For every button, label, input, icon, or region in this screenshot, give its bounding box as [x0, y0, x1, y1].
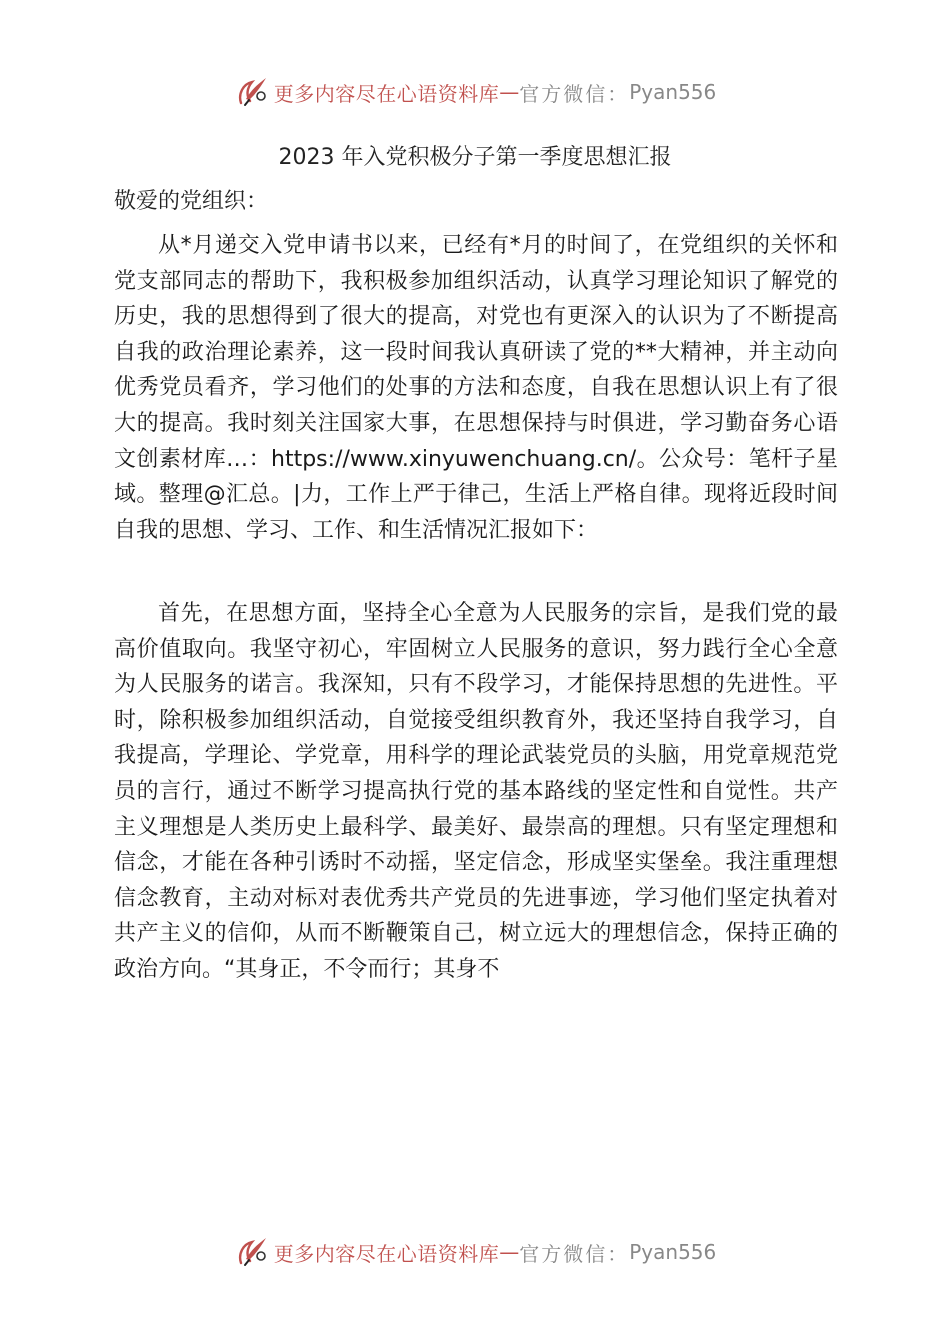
footer-banner	[0, 1232, 950, 1272]
paragraph-text: 首先，在思想方面，坚持全心全意为人民服务的宗旨，是我们党的最高价值取向。我坚守初心，牢固树立人民服务的意识，努力践行全心全意为人民服务的诺言。我深知，只有不段学习，才能保持思想的先进性。平时，除积极参加组织活动，自觉接受组织教育外，我还坚持自我学习，自我提高，学理论、学党章，用科学的理论武装党员的头脑，用党章规范党员的言行，通过不断学习提高执行党的基本路线的坚定性和自觉性。共产主义理想是人类历史上最科学、最美好、最崇高的理想。只有坚定理想和信念，才能在各种引诱时不动摇，坚定信念，形成坚实堡垒。我注重理想信念教育，主动对标对表优秀共产党员的先进事迹，学习他们坚定执着对共产主义的信仰，从而不断鞭策自己，树立远大的理想信念，保持正确的政治方向。“其身正，不令而行；其身不	[114, 601, 838, 982]
wechat-id: Pyan556	[629, 80, 717, 104]
quill-pen-logo-icon	[234, 74, 270, 110]
paragraph-text: 从*月递交入党申请书以来，已经有*月的时间了，在党组织的关怀和党支部同志的帮助下，我积极参加组织活动，认真学习理论知识了解党的历史，我的思想得到了很大的提高，对党也有更深入的认识为了不断提高自我的政治理论素养，这一段时间我认真研读了党的**大精神，并主动向优秀党员看齐，学习他们的处事的方法和态度，自我在思想认识上有了很大的提高。我时刻关注国家大事，在思想保持与时俱进，学习勤奋务心语文创素材库…：https://www.xinyuwenchuang.cn/。公众号：笔杆子星域。整理@汇总。|力，工作上严于律己，生活上严格自律。现将近段时间自我的思想、学习、工作、和生活情况汇报如下：	[114, 233, 838, 543]
brand-text: 更多内容尽在心语资料库	[273, 1241, 500, 1266]
banner-dash: —	[499, 80, 520, 104]
wechat-label: 官方微信：	[519, 81, 630, 106]
wechat-label: 官方微信：	[519, 1241, 630, 1266]
paragraph-intro	[114, 228, 838, 548]
header-banner	[0, 72, 950, 112]
brand-text: 更多内容尽在心语资料库	[273, 81, 500, 106]
paragraph-thought	[114, 596, 838, 988]
wechat-id: Pyan556	[629, 1240, 717, 1264]
banner-dash: —	[499, 1240, 520, 1264]
document-title: 2023 年入党积极分子第一季度思想汇报	[278, 145, 672, 170]
salutation: 敬爱的党组织：	[114, 189, 269, 214]
quill-pen-logo-icon	[234, 1234, 270, 1270]
